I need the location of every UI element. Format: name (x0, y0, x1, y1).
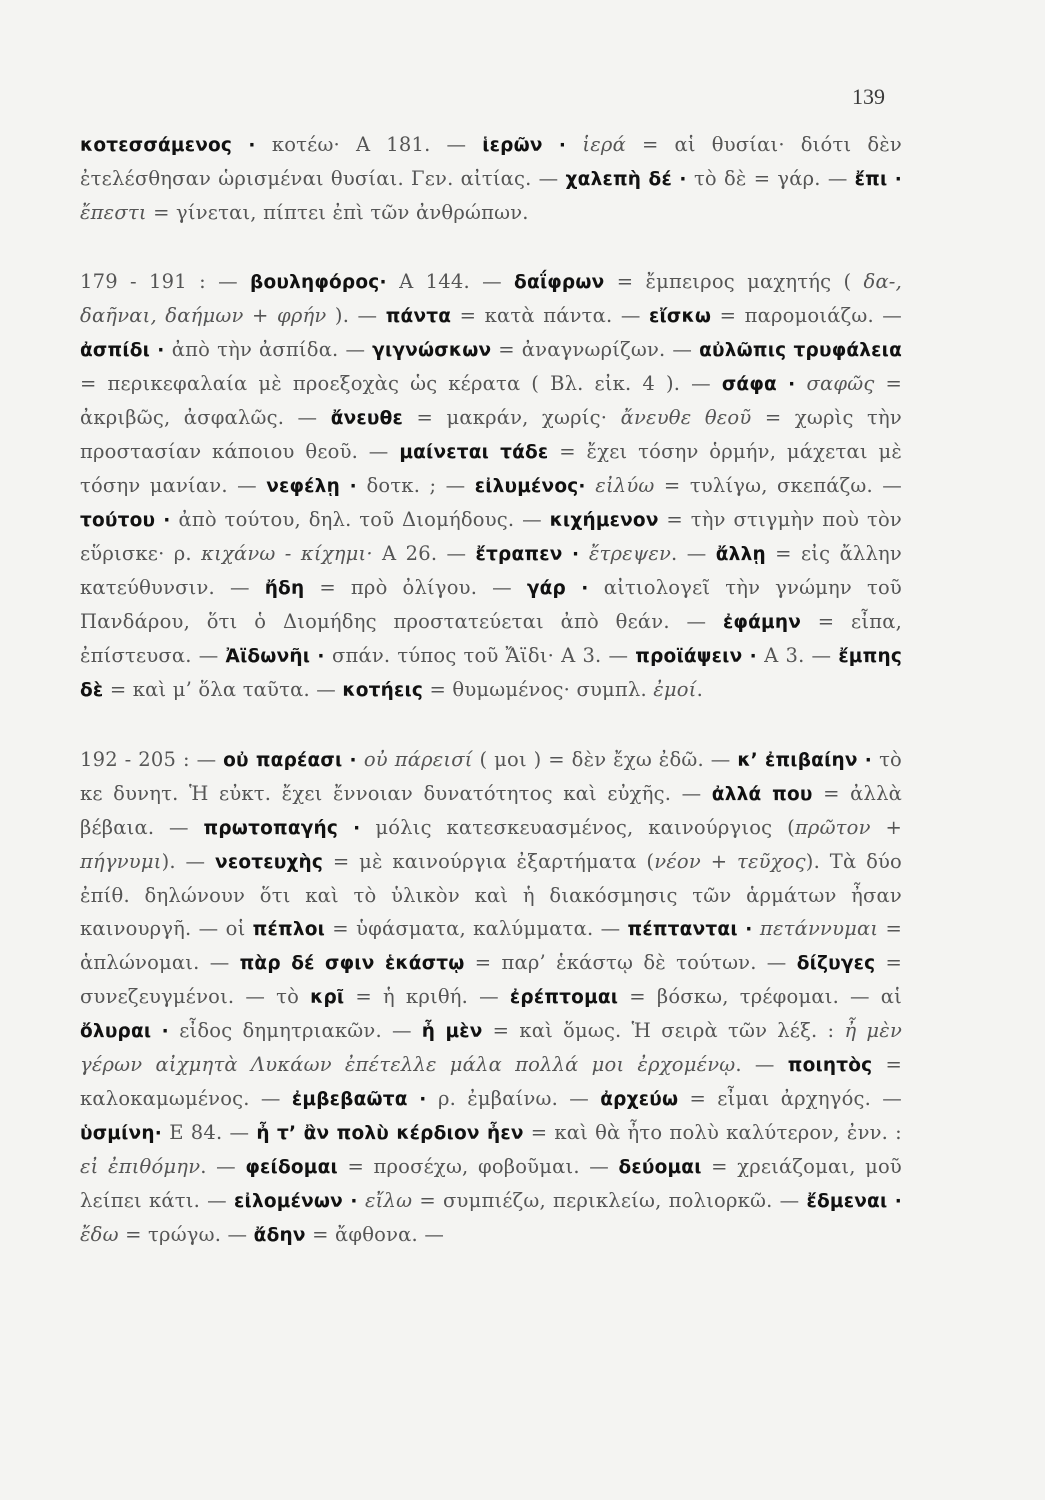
lemma-text: βουληφόρος· (250, 272, 400, 293)
citation-text: ἄνευθε θεοῦ (620, 406, 752, 429)
gloss-text: = χωρὶς τὴν προστασίαν κάποιου θεοῦ. — (80, 406, 902, 463)
gloss-text: = ἁπλώνομαι. — (80, 917, 902, 974)
lemma-text: ἄνευθε (330, 408, 404, 429)
lemma-text: Ἀϊδωνῆι · (225, 646, 332, 667)
lemma-text: χαλεπὴ δέ · (565, 169, 694, 190)
gloss-text: = καὶ μ’ ὅλα ταῦτα. — (103, 678, 343, 701)
gloss-text: + (243, 304, 277, 327)
lemma-text: ἔτραπεν · (475, 544, 589, 565)
citation-text: κιχάνω - κίχημι· (201, 542, 373, 565)
lemma-text: γιγνώσκων (372, 340, 492, 361)
lemma-text: ἄδην (253, 1225, 306, 1246)
gloss-text: ). Τὰ δύο ἐπίθ. δηλώνουν ὅτι καὶ τὸ ὑλικὸν καὶ ἡ διακόσμησις τῶν ἁρμάτων ἦσαν καινουργῆ. — οἱ (80, 850, 902, 940)
gloss-text: = καὶ θὰ ἦτο πολὺ καλύτερον, ἐνν. : (523, 1121, 902, 1144)
gloss-text: ἀπὸ τούτου, δηλ. τοῦ Διομήδους. — (178, 508, 550, 531)
gloss-text: δοτκ. ; — (366, 474, 475, 497)
lemma-text: ἔπι · (854, 169, 902, 190)
lemma-text: ἀρχεύω (600, 1089, 679, 1110)
lemma-text: ἔδμεναι · (806, 1191, 902, 1212)
gloss-text: ). — (326, 304, 386, 327)
lemma-text: ἀσπίδι · (80, 340, 172, 361)
gloss-text: = συνεζευγμένοι. — τὸ (80, 951, 903, 1008)
paragraph-1 (80, 128, 902, 229)
gloss-text: . — (671, 542, 716, 565)
gloss-text: = εἶπα, ἐπίστευσα. — (80, 610, 902, 667)
gloss-text: Α 26. — (372, 542, 476, 565)
gloss-text: κοτέω· Α 181. — (271, 133, 483, 156)
citation-text: ἔπεστι (80, 201, 147, 224)
gloss-text: = περικεφαλαία μὲ προεξοχὰς ὡς κέρατα ( Βλ. εἰκ. 4 ). — (80, 372, 722, 395)
lemma-text: ἐφάμην (722, 612, 802, 633)
gloss-text: ( μοι ) = δὲν ἔχω ἐδῶ. — (472, 748, 738, 771)
gloss-text: 192 - 205 : — (80, 748, 224, 771)
gloss-text: = συμπιέζω, περικλείω, πολιορκῶ. — (412, 1189, 807, 1212)
gloss-text: = τρώγω. — (118, 1223, 254, 1246)
citation-text: ἐμοί (653, 678, 697, 701)
page-number: 139 (852, 84, 885, 109)
gloss-text: ). — (161, 850, 216, 873)
citation-text: εἴλω (365, 1189, 413, 1212)
citation-text: πρῶτον (794, 816, 871, 839)
gloss-text: = μακράν, χωρίς· (403, 406, 621, 429)
lemma-text: ἄλλῃ (715, 544, 766, 565)
gloss-text: = ἡ κριθή. — (344, 985, 510, 1008)
gloss-text: = αἱ θυσίαι· διότι δὲν ἐτελέσθησαν ὡρισμέναι θυσίαι. Γεν. αἰτίας. — (80, 133, 902, 190)
citation-text: ἔδω (80, 1223, 119, 1246)
gloss-text: = προσέχω, φοβοῦμαι. — (337, 1155, 619, 1178)
gloss-text: ἀπὸ τὴν ἀσπίδα. — (171, 338, 373, 361)
lemma-text: ὑσμίνη· (80, 1123, 170, 1144)
gloss-text: + (700, 850, 737, 873)
citation-text: οὐ πάρεισί (363, 748, 473, 771)
gloss-text: = παρομοιάζω. — (711, 304, 902, 327)
gloss-text: = ἔμπειρος μαχητής ( (604, 270, 864, 293)
gloss-text: = τὴν στιγμὴν ποὺ τὸν εὕρισκε· ρ. (80, 508, 902, 565)
lemma-text: εἰλομένων · (234, 1191, 365, 1212)
lemma-text: φείδομαι (245, 1157, 338, 1178)
citation-text: πήγνυμι (80, 850, 162, 873)
gloss-text: = ἀκριβῶς, ἀσφαλῶς. — (80, 372, 903, 429)
gloss-text: ρ. ἐμβαίνω. — (437, 1087, 601, 1110)
gloss-text: Α 3. — (764, 644, 839, 667)
citation-text: τεῦχος (736, 850, 806, 873)
gloss-text: = χρειάζομαι, μοῦ λείπει κάτι. — (80, 1155, 902, 1212)
lemma-text: πὰρ δέ σφιν ἑκάστῳ (239, 953, 465, 974)
lemma-text: μαίνεται τάδε (399, 442, 549, 463)
gloss-text: = κατὰ πάντα. — (451, 304, 649, 327)
lemma-text: σάφα · (721, 374, 807, 395)
gloss-text: = τυλίγω, σκεπάζω. — (654, 474, 902, 497)
gloss-text: = θυμωμένος· συμπλ. (423, 678, 654, 701)
lemma-text: εἰλυμένος· (474, 476, 596, 497)
gloss-text: 179 - 191 : — (80, 270, 251, 293)
gloss-text: = βόσκω, τρέφομαι. — αἱ (618, 985, 902, 1008)
citation-text: φρήν (276, 304, 327, 327)
paragraph-3 (80, 743, 902, 1252)
gloss-text: = παρ’ ἑκάστῳ δὲ τούτων. — (464, 951, 797, 974)
gloss-text: = ἀλλὰ βέβαια. — (80, 782, 902, 839)
citation-text: σαφῶς (806, 372, 875, 395)
lemma-text: ὄλυραι · (80, 1021, 180, 1042)
gloss-text: = μὲ καινούργια ἐξαρτήματα ( (323, 850, 655, 873)
citation-text: νέον (654, 850, 701, 873)
gloss-text: = εἶμαι ἀρχηγός. — (678, 1087, 902, 1110)
gloss-text: = εἰς ἄλλην κατεύθυνσιν. — (80, 542, 902, 599)
lemma-text: πρωτοπαγής · (203, 818, 376, 839)
lemma-text: ἤδη (264, 578, 305, 599)
lemma-text: ἦ τ’ ἂν πολὺ κέρδιον ἦεν (256, 1123, 524, 1144)
lemma-text: οὐ παρέασι · (223, 750, 364, 771)
gloss-text: = ἀναγνωρίζων. — (491, 338, 700, 361)
gloss-text: σπάν. τύπος τοῦ Ἄϊδι· Α 3. — (331, 644, 636, 667)
lemma-text: νεοτευχὴς (215, 852, 324, 873)
gloss-text: Α 144. — (399, 270, 515, 293)
gloss-text: Ε 84. — (169, 1121, 257, 1144)
gloss-text: = καὶ ὅμως. Ἡ σειρὰ τῶν λέξ. : (482, 1019, 845, 1042)
gloss-text: τὸ δὲ = γάρ. — (693, 167, 855, 190)
lemma-text: τούτου · (80, 510, 179, 531)
citation-text: πετάννυμαι (759, 917, 879, 940)
lemma-text: ἔμπης δὲ (80, 646, 902, 701)
lemma-text: ποιητὸς (787, 1055, 873, 1076)
lemma-text: πάντα (385, 306, 452, 327)
lemma-text: κ’ ἐπιβαίην · (737, 750, 880, 771)
gloss-text: = πρὸ ὀλίγου. — (304, 576, 527, 599)
gloss-text: . — (735, 1053, 788, 1076)
citation-text: ἔτρεψεν (588, 542, 672, 565)
lemma-text: πέπτανται · (627, 919, 760, 940)
commentary-text (80, 128, 902, 1252)
gloss-text: = ὑφάσματα, καλύμματα. — (325, 917, 628, 940)
lemma-text: ἐρέπτομαι (509, 987, 619, 1008)
gloss-text: = ἔχει τόσην ὁρμήν, μάχεται μὲ τόσην μανίαν. — (80, 440, 902, 497)
lemma-text: δεύομαι (618, 1157, 702, 1178)
lemma-text: κοτεσσάμενος · (80, 135, 272, 156)
gloss-text: αἰτιολογεῖ τὴν γνώμην τοῦ Πανδάρου, ὅτι ὁ Διομήδης προστατεύεται ἀπὸ θεάν. — (80, 576, 902, 633)
gloss-text: . — (200, 1155, 246, 1178)
lemma-text: ἱερῶν · (482, 135, 583, 156)
lemma-text: κιχήμενον (549, 510, 659, 531)
paragraph-2 (80, 265, 902, 707)
lemma-text: προϊάψειν · (635, 646, 765, 667)
citation-text: εἰ ἐπιθόμην (80, 1155, 201, 1178)
lemma-text: ἀλλά που (711, 784, 813, 805)
lemma-text: γάρ · (526, 578, 604, 599)
citation-text: εἰλύω (595, 474, 655, 497)
gloss-text: + (870, 816, 903, 839)
lemma-text: αὐλῶπις τρυφάλεια (699, 340, 903, 361)
lemma-text: κρῖ (310, 987, 345, 1008)
gloss-text: εἶδος δημητριακῶν. — (179, 1019, 422, 1042)
gloss-text: = γίνεται, πίπτει ἐπὶ τῶν ἀνθρώπων. (146, 201, 529, 224)
lemma-text: πέπλοι (252, 919, 326, 940)
citation-text: ἱερά (582, 133, 626, 156)
gloss-text: μόλις κατεσκευασμένος, καινούργιος ( (375, 816, 795, 839)
lemma-text: δίζυγες (796, 953, 876, 974)
lemma-text: δαΐφρων (514, 272, 605, 293)
gloss-text: = ἄφθονα. — (305, 1223, 445, 1246)
lemma-text: ἐμβεβαῶτα · (291, 1089, 438, 1110)
lemma-text: εἴσκω (648, 306, 712, 327)
gloss-text: . (696, 678, 703, 701)
citation-text: ἦ μὲν γέρων αἰχμητὰ Λυκάων ἐπέτελλε μάλα πολλά μοι ἐρχομένῳ (80, 1019, 903, 1076)
gloss-text: τὸ κε δυνητ. Ἡ εὐκτ. ἔχει ἔννοιαν δυνατότητος καὶ εὐχῆς. — (80, 748, 902, 805)
lemma-text: ἦ μὲν (421, 1021, 483, 1042)
gloss-text: = καλοκαμωμένος. — (80, 1053, 903, 1110)
lemma-text: κοτήεις (342, 680, 424, 701)
lemma-text: νεφέλῃ · (266, 476, 367, 497)
citation-text: δα-, δαῆναι, δαήμων (80, 270, 902, 327)
